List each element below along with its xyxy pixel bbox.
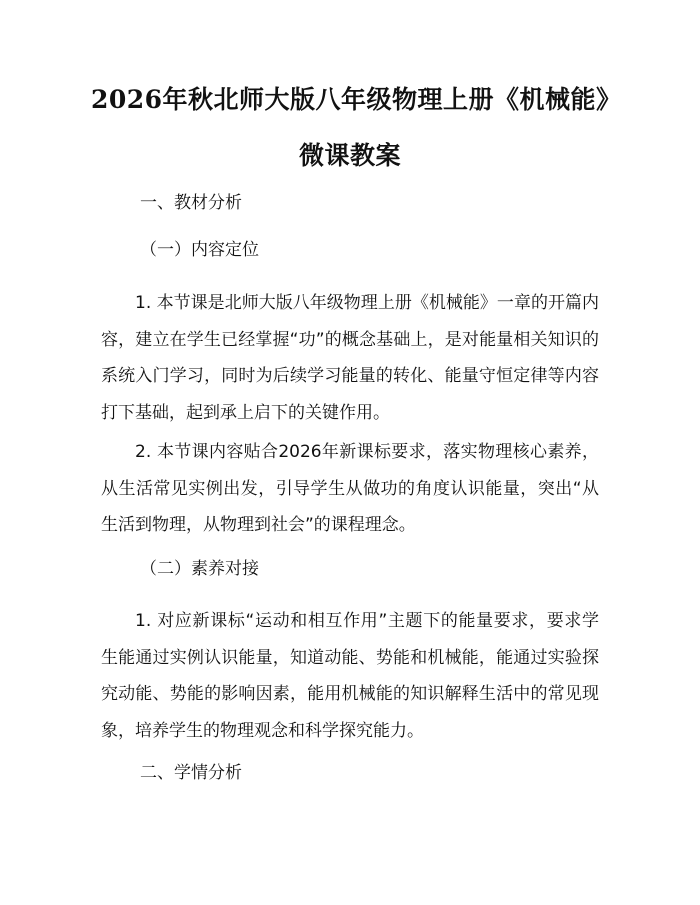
paragraph-literacy-alignment-1: 1. 对应新课标“运动和相互作用”主题下的能量要求，要求学生能通过实例认识能量，知道动能、势能和机械能，能通过实验探究动能、势能的影响因素，能用机械能的知识解释生活中的常见现象，培养学生的物理观念和科学探究能力。 — [101, 611, 599, 742]
subsection-heading-literacy-alignment: （二）素养对接 — [140, 559, 259, 579]
subsection-heading-content-positioning: （一）内容定位 — [140, 240, 259, 260]
paragraph-content-positioning-1: 1. 本节课是北师大版八年级物理上册《机械能》一章的开篇内容，建立在学生已经掌握“功”的概念基础上，是对能量相关知识的系统入门学习，同时为后续学习能量的转化、能量守恒定律等内容打下基础，起到承上启下的关键作用。 — [101, 293, 599, 424]
section-heading-textbook-analysis: 一、教材分析 — [140, 193, 242, 213]
document-title: 2026年秋北师大版八年级物理上册《机械能》微课教案 — [90, 85, 610, 170]
section-heading-student-analysis: 二、学情分析 — [140, 763, 242, 783]
paragraph-content-positioning-2: 2. 本节课内容贴合2026年新课标要求，落实物理核心素养，从生活常见实例出发，引导学生从做功的角度认识能量，突出“从生活到物理，从物理到社会”的课程理念。 — [101, 442, 599, 536]
